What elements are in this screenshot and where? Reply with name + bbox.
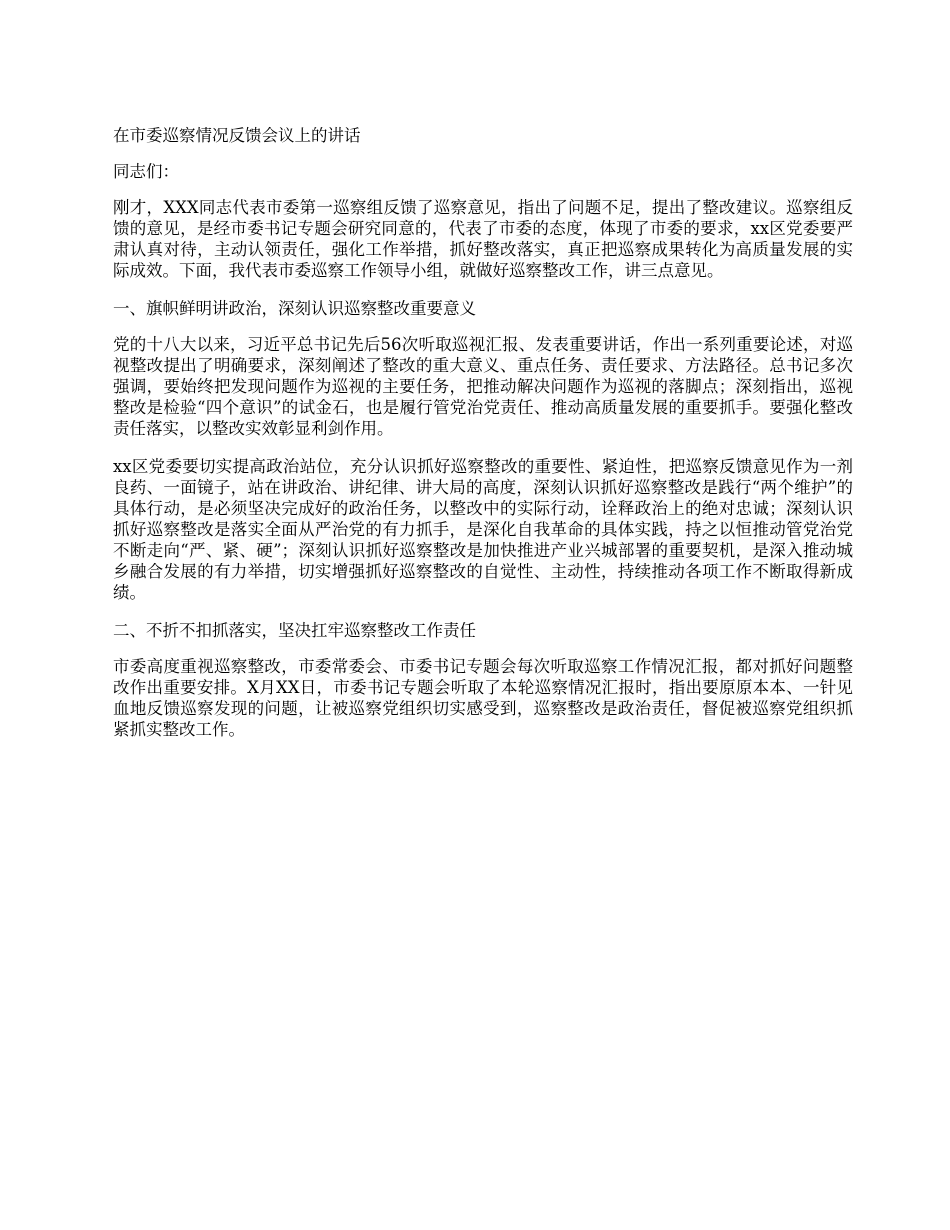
salutation: 同志们：: [113, 162, 179, 181]
intro-paragraph: 刚才，XXX同志代表市委第一巡察组反馈了巡察意见，指出了问题不足，提出了整改建议。巡察组反馈的意见，是经市委书记专题会研究同意的，代表了市委的态度，体现了市委的要求，xx区党委要严肃认真对待，主动认领责任，强化工作举措，抓好整改落实，真正把巡察成果转化为高质量发展的实际成效。下面，我代表市委巡察工作领导小组，就做好巡察整改工作，讲三点意见。: [113, 198, 853, 280]
section-heading-2: 二、不折不扣抓落实，坚决扛牢巡察整改工作责任: [113, 621, 476, 640]
document-page: [113, 125, 853, 757]
section-heading-1: 一、旗帜鲜明讲政治，深刻认识巡察整改重要意义: [113, 299, 476, 318]
paragraph-1: 党的十八大以来，习近平总书记先后56次听取巡视汇报、发表重要讲话，作出一系列重要论述，对巡视整改提出了明确要求，深刻阐述了整改的重大意义、重点任务、责任要求、方法路径。总书记多次强调，要始终把发现问题作为巡视的主要任务，把推动解决问题作为巡视的落脚点；深刻指出，巡视整改是检验“四个意识”的试金石，也是履行管党治党责任、推动高质量发展的重要抓手。要强化整改责任落实，以整改实效彰显利剑作用。: [113, 335, 853, 438]
document-title: 在市委巡察情况反馈会议上的讲话: [113, 126, 361, 145]
paragraph-3: 市委高度重视巡察整改，市委常委会、市委书记专题会每次听取巡察工作情况汇报，都对抓好问题整改作出重要安排。X月XX日，市委书记专题会听取了本轮巡察情况汇报时，指出要原原本本、一针见血地反馈巡察发现的问题，让被巡察党组织切实感受到，巡察整改是政治责任，督促被巡察党组织抓紧抓实整改工作。: [113, 657, 853, 739]
paragraph-2: xx区党委要切实提高政治站位，充分认识抓好巡察整改的重要性、紧迫性，把巡察反馈意见作为一剂良药、一面镜子，站在讲政治、讲纪律、讲大局的高度，深刻认识抓好巡察整改是践行“两个维护”的具体行动，是必须坚决完成好的政治任务，以整改中的实际行动，诠释政治上的绝对忠诚；深刻认识抓好巡察整改是落实全面从严治党的有力抓手，是深化自我革命的具体实践，持之以恒推动管党治党不断走向“严、紧、硬”；深刻认识抓好巡察整改是加快推进产业兴城部署的重要契机，是深入推动城乡融合发展的有力举措，切实增强抓好巡察整改的自觉性、主动性，持续推动各项工作不断取得新成绩。: [113, 457, 853, 602]
